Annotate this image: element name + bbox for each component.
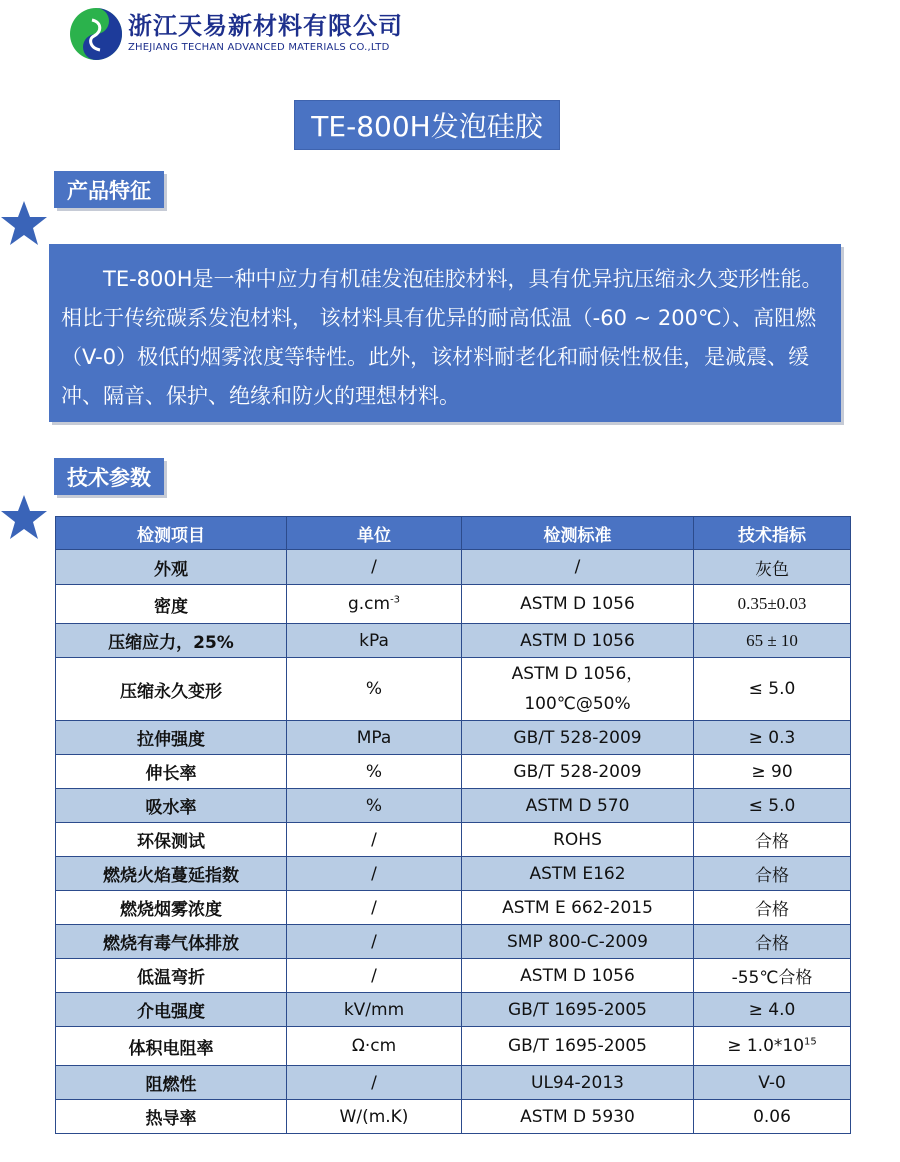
table-row	[56, 1027, 851, 1066]
cell-unit: /	[287, 959, 462, 993]
cell-standard: ASTM D 5930	[462, 1100, 694, 1134]
section-label-specs: 技术参数	[54, 458, 164, 495]
cell-spec: ≥ 4.0	[694, 993, 851, 1027]
unit-superscript: -3	[390, 594, 401, 606]
cell-unit: /	[287, 1066, 462, 1100]
star-icon	[0, 494, 48, 540]
table-row	[56, 925, 851, 959]
cell-item: 伸长率	[56, 755, 287, 789]
unit-text: g.cm	[347, 594, 391, 614]
cell-spec: 合格	[694, 823, 851, 857]
table-row	[56, 658, 851, 721]
cell-item: 外观	[56, 550, 287, 585]
table-row	[56, 789, 851, 823]
cell-spec: 合格	[694, 857, 851, 891]
cell-item: 拉伸强度	[56, 721, 287, 755]
header-unit: 单位	[287, 517, 462, 550]
table-row	[56, 755, 851, 789]
standard-line-2: 100℃@50%	[524, 694, 631, 714]
table-row	[56, 823, 851, 857]
cell-standard: GB/T 1695-2005	[462, 1027, 694, 1066]
cell-standard: ASTM D 1056	[462, 624, 694, 658]
cell-item: 压缩永久变形	[56, 658, 287, 721]
cell-spec: -55℃合格	[694, 959, 851, 993]
cell-spec: V-0	[694, 1066, 851, 1100]
cell-unit: /	[287, 857, 462, 891]
section-label-features: 产品特征	[54, 171, 164, 208]
cell-unit: /	[287, 550, 462, 585]
table-row	[56, 1066, 851, 1100]
cell-item: 体积电阻率	[56, 1027, 287, 1066]
table-row	[56, 993, 851, 1027]
cell-spec: 0.35±0.03	[694, 585, 851, 624]
cell-unit: /	[287, 925, 462, 959]
cell-unit: W/(m.K)	[287, 1100, 462, 1134]
cell-spec	[694, 1027, 851, 1066]
cell-unit	[287, 585, 462, 624]
company-name-cn: 浙江天易新材料有限公司	[128, 12, 403, 40]
cell-spec: 65 ± 10	[694, 624, 851, 658]
cell-item: 燃烧烟雾浓度	[56, 891, 287, 925]
cell-item: 压缩应力，25%	[56, 624, 287, 658]
cell-standard: GB/T 528-2009	[462, 755, 694, 789]
company-name-en: ZHEJIANG TECHAN ADVANCED MATERIALS CO.,LTD	[128, 42, 390, 53]
cell-unit: /	[287, 891, 462, 925]
table-row	[56, 959, 851, 993]
cell-spec: 合格	[694, 891, 851, 925]
table-row	[56, 624, 851, 658]
spec-text: ≥ 1.0*10	[727, 1036, 805, 1056]
cell-standard: ASTM D 1056	[462, 585, 694, 624]
cell-standard: /	[462, 550, 694, 585]
cell-spec: 0.06	[694, 1100, 851, 1134]
cell-standard: ASTM E162	[462, 857, 694, 891]
cell-unit: /	[287, 823, 462, 857]
cell-standard: ASTM D 1056	[462, 959, 694, 993]
table-row	[56, 857, 851, 891]
cell-standard: ROHS	[462, 823, 694, 857]
header-item: 检测项目	[56, 517, 287, 550]
cell-standard: SMP 800-C-2009	[462, 925, 694, 959]
cell-unit: %	[287, 658, 462, 721]
product-title: TE-800H发泡硅胶	[294, 100, 560, 150]
table-header-row	[56, 517, 851, 550]
star-icon	[0, 200, 48, 246]
cell-standard: ASTM E 662-2015	[462, 891, 694, 925]
table-row	[56, 1100, 851, 1134]
standard-line-1: ASTM D 1056，	[511, 664, 644, 684]
cell-unit: %	[287, 755, 462, 789]
cell-item: 介电强度	[56, 993, 287, 1027]
cell-spec: ≥ 0.3	[694, 721, 851, 755]
cell-spec: 灰色	[694, 550, 851, 585]
company-logo-icon	[68, 6, 124, 62]
cell-item: 密度	[56, 585, 287, 624]
cell-item: 阻燃性	[56, 1066, 287, 1100]
cell-standard	[462, 658, 694, 721]
cell-spec: 合格	[694, 925, 851, 959]
header-standard: 检测标准	[462, 517, 694, 550]
cell-item: 燃烧火焰蔓延指数	[56, 857, 287, 891]
table-row	[56, 585, 851, 624]
cell-item: 热导率	[56, 1100, 287, 1134]
spec-table	[55, 516, 851, 1134]
cell-unit: MPa	[287, 721, 462, 755]
cell-standard: GB/T 1695-2005	[462, 993, 694, 1027]
product-description: TE-800H是一种中应力有机硅发泡硅胶材料，具有优异抗压缩永久变形性能。相比于传统碳系发泡材料， 该材料具有优异的耐高低温（-60 ~ 200℃）、高阻燃（V-0）极低的烟雾浓度等特性。此外，该材料耐老化和耐候性极佳，是减震、缓冲、隔音、保护、绝缘和防火的理想材料。	[49, 244, 841, 422]
cell-spec: ≥ 90	[694, 755, 851, 789]
table-row	[56, 721, 851, 755]
cell-unit: %	[287, 789, 462, 823]
cell-unit: Ω·cm	[287, 1027, 462, 1066]
table-row	[56, 891, 851, 925]
cell-standard: UL94-2013	[462, 1066, 694, 1100]
cell-unit: kV/mm	[287, 993, 462, 1027]
cell-item: 低温弯折	[56, 959, 287, 993]
cell-item: 环保测试	[56, 823, 287, 857]
cell-standard: GB/T 528-2009	[462, 721, 694, 755]
cell-spec: ≤ 5.0	[694, 658, 851, 721]
spec-superscript: 15	[804, 1036, 817, 1048]
cell-spec: ≤ 5.0	[694, 789, 851, 823]
cell-item: 燃烧有毒气体排放	[56, 925, 287, 959]
cell-item: 吸水率	[56, 789, 287, 823]
cell-standard: ASTM D 570	[462, 789, 694, 823]
table-row	[56, 550, 851, 585]
cell-unit: kPa	[287, 624, 462, 658]
header-spec: 技术指标	[694, 517, 851, 550]
